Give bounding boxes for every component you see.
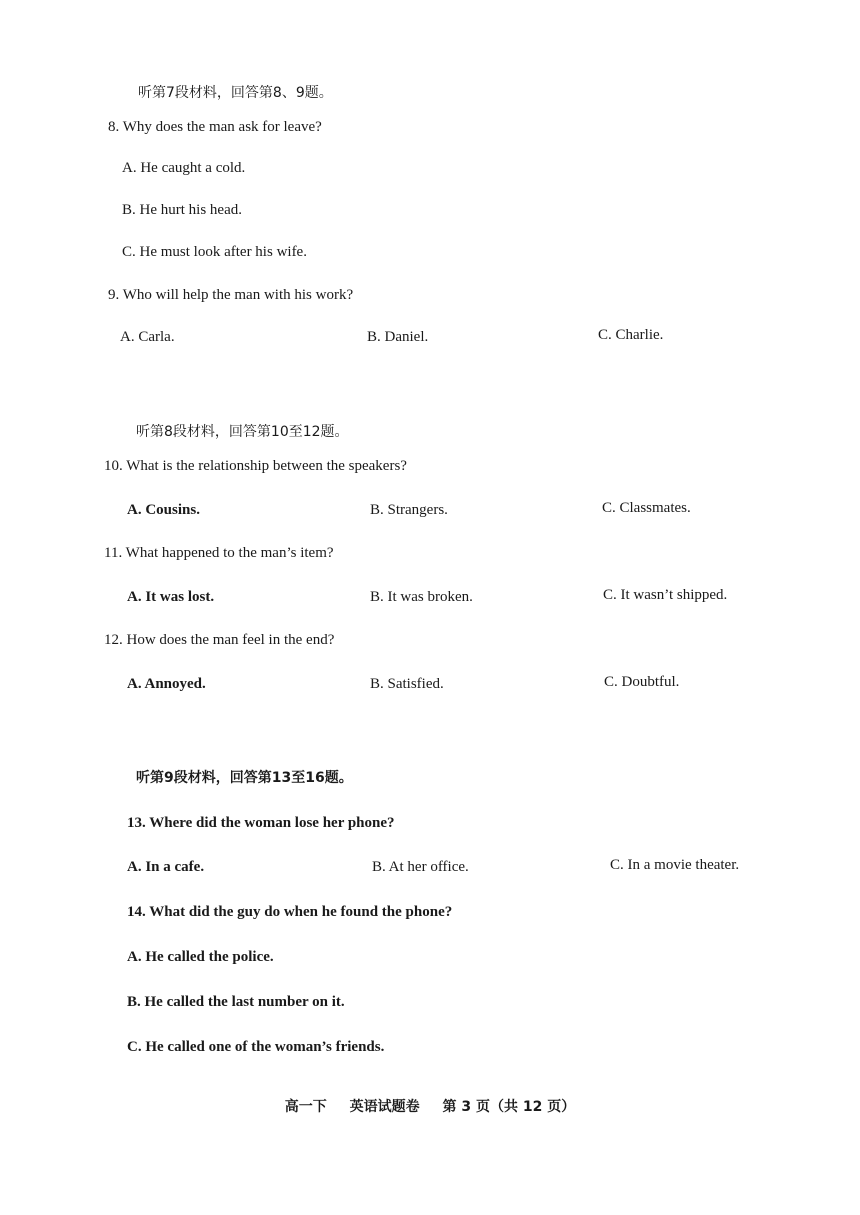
question-11-option-a: A. It was lost. xyxy=(127,589,215,605)
page-footer xyxy=(0,1096,860,1116)
section-heading-8: 听第8段材料，回答第10至12题。 xyxy=(136,424,349,440)
question-10-option-a: A. Cousins. xyxy=(127,502,200,518)
question-8-option-a: A. He caught a cold. xyxy=(122,160,246,176)
question-9-stem: 9. Who will help the man with his work? xyxy=(108,287,354,303)
question-13-option-b: B. At her office. xyxy=(372,859,469,875)
question-14-option-a: A. He called the police. xyxy=(127,949,274,965)
question-13-option-c: C. In a movie theater. xyxy=(610,857,740,873)
question-8-option-c: C. He must look after his wife. xyxy=(122,244,307,260)
footer-page-number: 第 3 页（共 12 页） xyxy=(442,1099,576,1115)
question-8-stem: 8. Why does the man ask for leave? xyxy=(108,119,322,135)
question-9-option-c: C. Charlie. xyxy=(598,327,664,343)
question-10-option-c: C. Classmates. xyxy=(602,500,691,516)
question-12-option-a: A. Annoyed. xyxy=(127,676,206,692)
question-12-stem: 12. How does the man feel in the end? xyxy=(104,632,335,648)
question-14-stem: 14. What did the guy do when he found the phone? xyxy=(127,904,453,920)
question-12-option-c: C. Doubtful. xyxy=(604,674,680,690)
question-12-option-b: B. Satisfied. xyxy=(370,676,444,692)
question-9-option-b: B. Daniel. xyxy=(367,329,429,345)
question-11-option-b: B. It was broken. xyxy=(370,589,473,605)
section-heading-9: 听第9段材料，回答第13至16题。 xyxy=(136,770,353,786)
question-8-option-b: B. He hurt his head. xyxy=(122,202,242,218)
question-11-option-c: C. It wasn’t shipped. xyxy=(603,587,728,603)
question-13-stem: 13. Where did the woman lose her phone? xyxy=(127,815,395,831)
question-10-stem: 10. What is the relationship between the speakers? xyxy=(104,458,407,474)
section-heading-7: 听第7段材料，回答第8、9题。 xyxy=(138,85,333,101)
question-14-option-c: C. He called one of the woman’s friends. xyxy=(127,1039,385,1055)
footer-grade: 高一下 xyxy=(284,1099,327,1115)
question-9-option-a: A. Carla. xyxy=(120,329,175,345)
question-10-option-b: B. Strangers. xyxy=(370,502,448,518)
question-14-option-b: B. He called the last number on it. xyxy=(127,994,345,1010)
question-13-option-a: A. In a cafe. xyxy=(127,859,205,875)
footer-subject: 英语试题卷 xyxy=(349,1099,420,1115)
question-11-stem: 11. What happened to the man’s item? xyxy=(104,545,334,561)
